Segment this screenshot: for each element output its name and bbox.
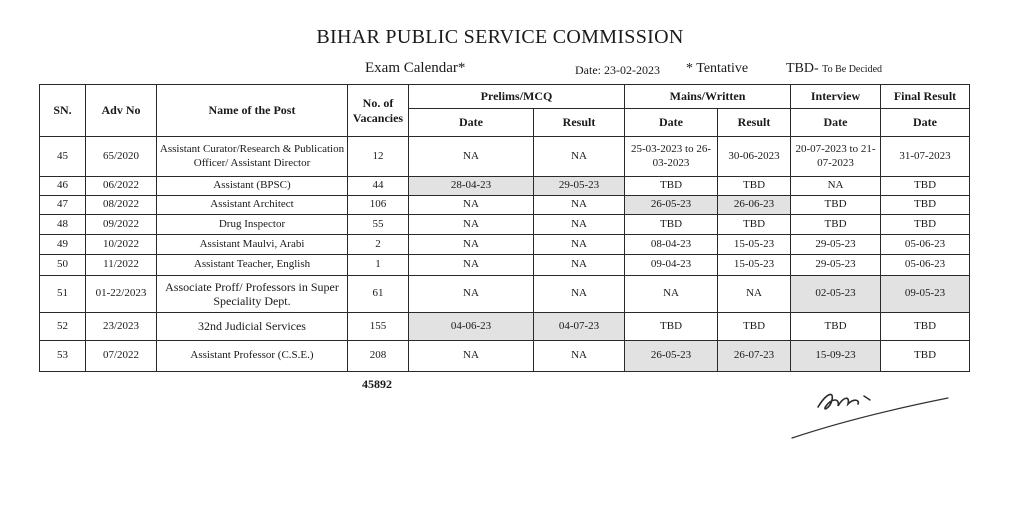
table-row — [40, 276, 970, 313]
prelims-result-cell: NA — [534, 196, 625, 215]
header-prelims-date: Date — [409, 109, 534, 137]
adv-no-cell: 11/2022 — [86, 255, 157, 276]
header-final: Final Result — [881, 85, 970, 109]
total-vacancies: 45892 — [362, 377, 392, 391]
exam-calendar-heading: Exam Calendar* — [365, 60, 466, 76]
tbd-code: TBD- — [786, 61, 819, 76]
mains-result-cell: NA — [718, 276, 791, 313]
adv-no-cell: 08/2022 — [86, 196, 157, 215]
prelims-date-cell: 28-04-23 — [409, 177, 534, 196]
table-row — [40, 196, 970, 215]
interview-date-cell: 20-07-2023 to 21-07-2023 — [791, 137, 881, 177]
mains-result-cell: 15-05-23 — [718, 255, 791, 276]
sn-cell: 47 — [40, 196, 86, 215]
header-mains: Mains/Written — [625, 85, 791, 109]
mains-date-cell: 25-03-2023 to 26-03-2023 — [625, 137, 718, 177]
final-date-cell: TBD — [881, 177, 970, 196]
table-row — [40, 215, 970, 235]
adv-no-cell: 10/2022 — [86, 235, 157, 255]
sn-cell: 45 — [40, 137, 86, 177]
prelims-date-cell: NA — [409, 215, 534, 235]
prelims-result-cell: NA — [534, 235, 625, 255]
prelims-date-cell: NA — [409, 235, 534, 255]
mains-date-cell: 26-05-23 — [625, 341, 718, 372]
vacancies-cell: 12 — [348, 137, 409, 177]
interview-date-cell: 29-05-23 — [791, 255, 881, 276]
header-mains-result: Result — [718, 109, 791, 137]
interview-date-cell: 29-05-23 — [791, 235, 881, 255]
header-interview: Interview — [791, 85, 881, 109]
table-row — [40, 177, 970, 196]
sn-cell: 46 — [40, 177, 86, 196]
prelims-result-cell: NA — [534, 276, 625, 313]
final-date-cell: TBD — [881, 196, 970, 215]
prelims-date-cell: 04-06-23 — [409, 313, 534, 341]
vacancies-cell: 2 — [348, 235, 409, 255]
sn-cell: 48 — [40, 215, 86, 235]
post-name-cell: Assistant Professor (C.S.E.) — [157, 341, 348, 372]
mains-date-cell: 08-04-23 — [625, 235, 718, 255]
header-interview-date: Date — [791, 109, 881, 137]
final-date-cell: 05-06-23 — [881, 235, 970, 255]
table-row — [40, 137, 970, 177]
post-name-cell: Assistant Teacher, English — [157, 255, 348, 276]
adv-no-cell: 06/2022 — [86, 177, 157, 196]
vacancies-cell: 55 — [348, 215, 409, 235]
header-sn: SN. — [40, 85, 86, 137]
mains-date-cell: TBD — [625, 313, 718, 341]
post-name-cell: Associate Proff/ Professors in Super Speciality Dept. — [157, 276, 348, 313]
sn-cell: 51 — [40, 276, 86, 313]
mains-result-cell: TBD — [718, 177, 791, 196]
final-date-cell: TBD — [881, 215, 970, 235]
interview-date-cell: 15-09-23 — [791, 341, 881, 372]
sn-cell: 53 — [40, 341, 86, 372]
interview-date-cell: TBD — [791, 215, 881, 235]
mains-date-cell: NA — [625, 276, 718, 313]
vacancies-cell: 155 — [348, 313, 409, 341]
tentative-note: * Tentative — [686, 61, 749, 76]
mains-result-cell: 15-05-23 — [718, 235, 791, 255]
mains-date-cell: TBD — [625, 177, 718, 196]
document-title: BIHAR PUBLIC SERVICE COMMISSION — [316, 26, 684, 48]
prelims-result-cell: NA — [534, 341, 625, 372]
interview-date-cell: TBD — [791, 313, 881, 341]
interview-date-cell: NA — [791, 177, 881, 196]
prelims-result-cell: NA — [534, 137, 625, 177]
prelims-result-cell: NA — [534, 215, 625, 235]
vacancies-cell: 208 — [348, 341, 409, 372]
interview-date-cell: TBD — [791, 196, 881, 215]
post-name-cell: Assistant (BPSC) — [157, 177, 348, 196]
tbd-meaning: To Be Decided — [822, 64, 883, 75]
header-prelims-result: Result — [534, 109, 625, 137]
mains-date-cell: 26-05-23 — [625, 196, 718, 215]
calendar-date: Date: 23-02-2023 — [575, 63, 660, 77]
adv-no-cell: 65/2020 — [86, 137, 157, 177]
header-adv-no: Adv No — [86, 85, 157, 137]
prelims-date-cell: NA — [409, 341, 534, 372]
sn-cell: 52 — [40, 313, 86, 341]
mains-date-cell: 09-04-23 — [625, 255, 718, 276]
header-post: Name of the Post — [157, 85, 348, 137]
mains-result-cell: TBD — [718, 313, 791, 341]
mains-result-cell: TBD — [718, 215, 791, 235]
prelims-result-cell: 29-05-23 — [534, 177, 625, 196]
vacancies-cell: 44 — [348, 177, 409, 196]
final-date-cell: 09-05-23 — [881, 276, 970, 313]
tbd-legend — [786, 61, 882, 77]
adv-no-cell: 07/2022 — [86, 341, 157, 372]
post-name-cell: Drug Inspector — [157, 215, 348, 235]
header-final-date: Date — [881, 109, 970, 137]
prelims-date-cell: NA — [409, 276, 534, 313]
vacancies-cell: 61 — [348, 276, 409, 313]
mains-result-cell: 26-06-23 — [718, 196, 791, 215]
table-row — [40, 235, 970, 255]
prelims-date-cell: NA — [409, 137, 534, 177]
final-date-cell: TBD — [881, 341, 970, 372]
mains-date-cell: TBD — [625, 215, 718, 235]
signature — [788, 382, 958, 444]
header-vacancies: No. of Vacancies — [348, 85, 409, 137]
final-date-cell: TBD — [881, 313, 970, 341]
prelims-result-cell: 04-07-23 — [534, 313, 625, 341]
post-name-cell: Assistant Curator/Research & Publication Officer/ Assistant Director — [157, 137, 348, 177]
adv-no-cell: 09/2022 — [86, 215, 157, 235]
interview-date-cell: 02-05-23 — [791, 276, 881, 313]
post-name-cell: Assistant Architect — [157, 196, 348, 215]
vacancies-cell: 1 — [348, 255, 409, 276]
table-row — [40, 341, 970, 372]
final-date-cell: 05-06-23 — [881, 255, 970, 276]
vacancies-cell: 106 — [348, 196, 409, 215]
sn-cell: 49 — [40, 235, 86, 255]
mains-result-cell: 26-07-23 — [718, 341, 791, 372]
header-prelims: Prelims/MCQ — [409, 85, 625, 109]
sn-cell: 50 — [40, 255, 86, 276]
prelims-result-cell: NA — [534, 255, 625, 276]
table-row — [40, 255, 970, 276]
post-name-cell: 32nd Judicial Services — [157, 313, 348, 341]
prelims-date-cell: NA — [409, 196, 534, 215]
header-mains-date: Date — [625, 109, 718, 137]
prelims-date-cell: NA — [409, 255, 534, 276]
table-row — [40, 313, 970, 341]
adv-no-cell: 01-22/2023 — [86, 276, 157, 313]
exam-calendar-table — [39, 84, 970, 372]
mains-result-cell: 30-06-2023 — [718, 137, 791, 177]
final-date-cell: 31-07-2023 — [881, 137, 970, 177]
post-name-cell: Assistant Maulvi, Arabi — [157, 235, 348, 255]
adv-no-cell: 23/2023 — [86, 313, 157, 341]
